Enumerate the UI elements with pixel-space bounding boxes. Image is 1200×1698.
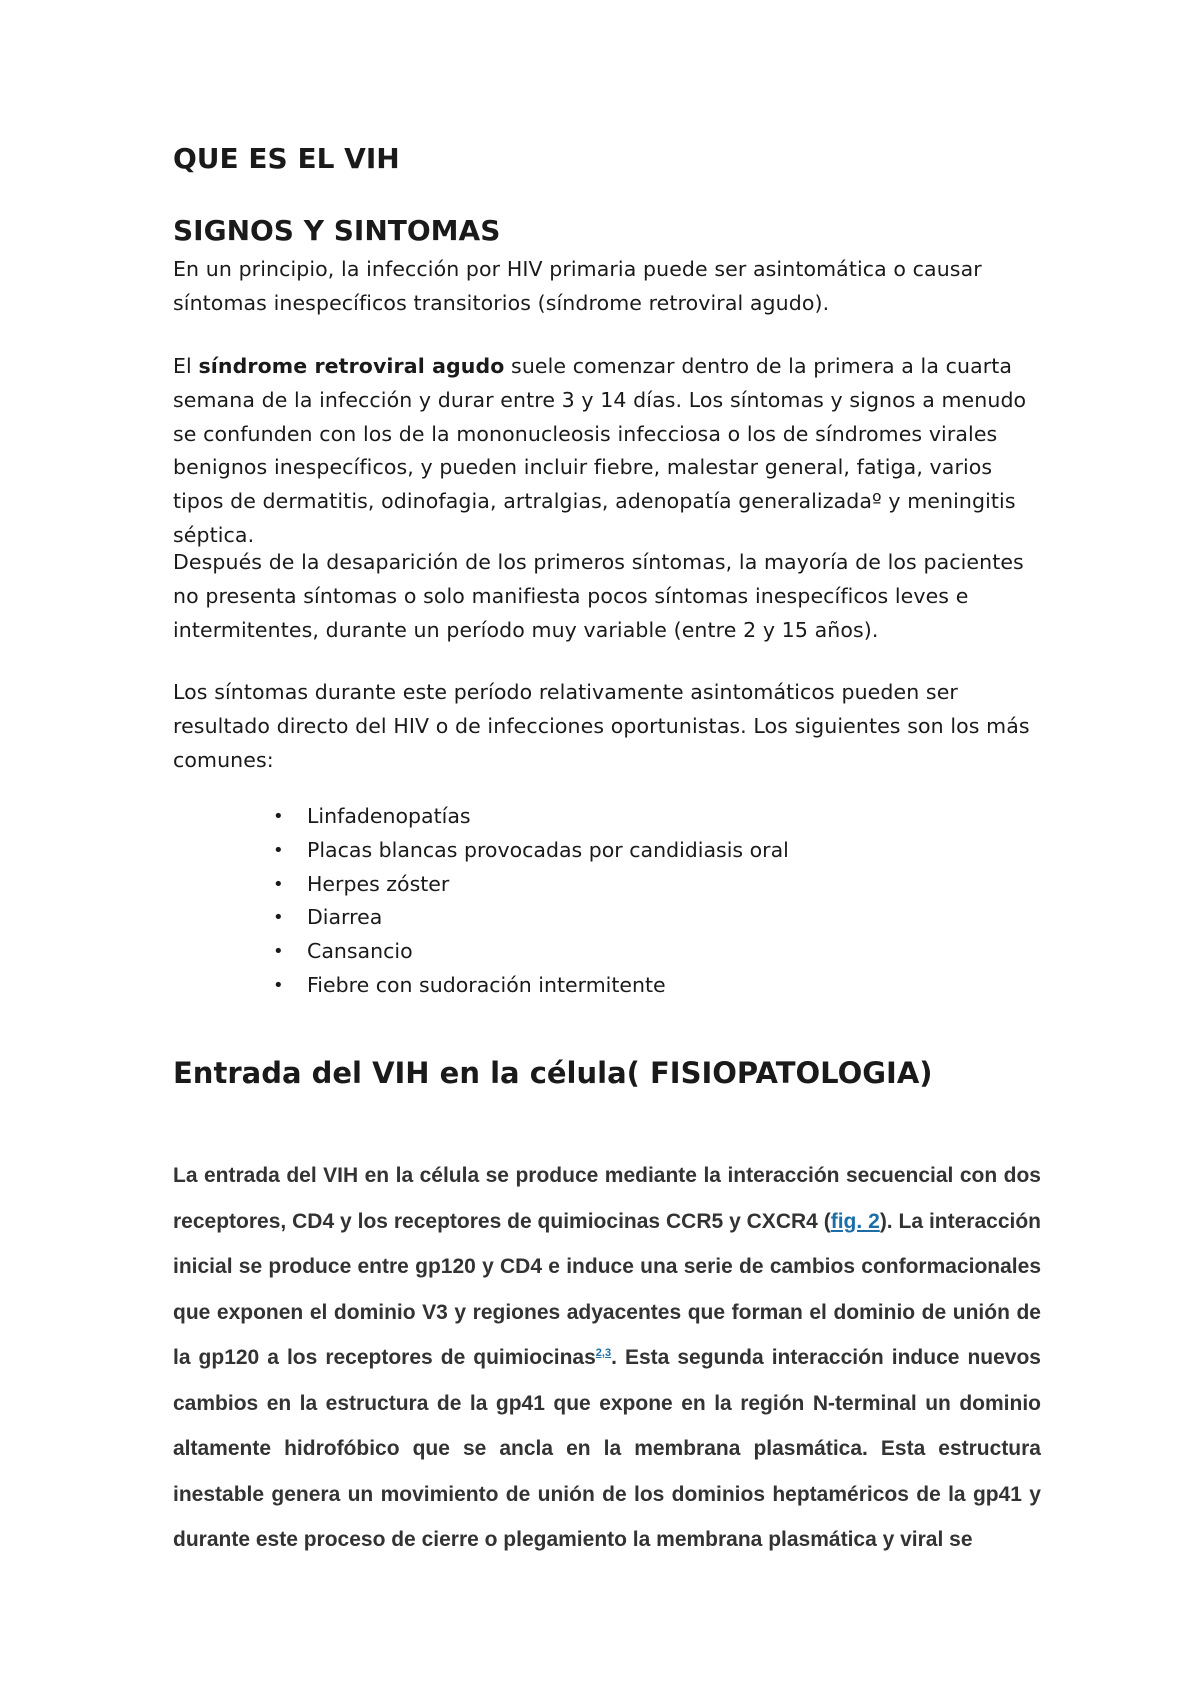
list-item xyxy=(173,935,789,969)
list-item-text: Herpes zóster xyxy=(307,871,450,896)
bullet-icon: • xyxy=(273,907,284,929)
bullet-icon: • xyxy=(273,839,284,861)
heading-que-es-vih: QUE ES EL VIH xyxy=(173,142,400,175)
list-item xyxy=(173,834,789,868)
paragraph-intro: En un principio, la infección por HIV primaria puede ser asintomática o causar síntomas inespecíficos transitorios (síndrome retroviral agudo). xyxy=(173,257,982,315)
list-item-text: Diarrea xyxy=(307,905,383,930)
paragraph-sindrome-bold: síndrome retroviral agudo xyxy=(198,354,505,378)
paragraph-entrada xyxy=(173,1153,1041,1563)
bullet-icon: • xyxy=(273,873,284,895)
list-item xyxy=(173,969,789,1003)
symptoms-list xyxy=(173,800,789,1003)
paragraph-sindrome-post: suele comenzar dentro de la primera a la cuarta semana de la infección y durar entre 3 y 14 días. Los síntomas y signos a menudo se confunden con los de la mononucleosis infecciosa o los de síndromes virales benignos inespecíficos, y pueden incluir fiebre, malestar general, fatiga, varios tipos de dermatitis, odinofagia, artralgias, adenopatía generalizadaº y meningitis séptica. xyxy=(173,354,1027,547)
list-item-text: Linfadenopatías xyxy=(307,804,471,828)
list-item-text: Cansancio xyxy=(307,939,413,964)
list-item-text: Fiebre con sudoración intermitente xyxy=(307,972,666,997)
list-item xyxy=(173,901,789,935)
paragraph-entrada-part2: ). La interacción inicial se produce entre gp120 y CD4 e induce una serie de cambios conformacionales que exponen el dominio V3 y regiones adyacentes que forman el dominio de unión de la gp120 a los receptores de quimiocinas xyxy=(173,1209,1041,1369)
paragraph-sindrome-pre: El xyxy=(173,354,199,378)
paragraph-entrada-part3: . Esta segunda interacción induce nuevos cambios en la estructura de la gp41 que expone en la región N-terminal un dominio altamente hidrofóbico que se ancla en la membrana plasmática. Esta estructura inestable genera un movimiento de unión de los dominios heptaméricos de la gp41 y durante este proceso de cierre o plegamiento la membrana plasmática y viral se xyxy=(173,1346,1041,1551)
list-item xyxy=(173,800,789,834)
bullet-icon: • xyxy=(273,941,284,963)
paragraph-entrada-part1: La entrada del VIH en la célula se produce mediante la interacción secuencial con dos receptores, CD4 y los receptores de quimiocinas CCR5 y CXCR4 ( xyxy=(173,1164,1041,1233)
list-item-text: Placas blancas provocadas por candidiasis oral xyxy=(307,837,789,862)
heading-signos-sintomas: SIGNOS Y SINTOMAS xyxy=(173,214,501,247)
paragraph-despues: Después de la desaparición de los primeros síntomas, la mayoría de los pacientes no presenta síntomas o solo manifiesta pocos síntomas inespecíficos leves e intermitentes, durante un período muy variable (entre 2 y 15 años). xyxy=(173,550,1024,642)
paragraph-sindrome xyxy=(173,350,1043,553)
list-item xyxy=(173,868,789,902)
fig-2-link[interactable]: fig. 2 xyxy=(830,1209,880,1233)
bullet-icon: • xyxy=(273,806,284,827)
bullet-icon: • xyxy=(273,974,284,996)
reference-link[interactable]: 2,3 xyxy=(595,1347,612,1359)
paragraph-sintomas-periodo: Los síntomas durante este período relativamente asintomáticos pueden ser resultado directo del HIV o de infecciones oportunistas. Los siguientes son los más comunes: xyxy=(173,680,1030,772)
heading-entrada-vih: Entrada del VIH en la célula( FISIOPATOLOGIA) xyxy=(173,1056,933,1090)
